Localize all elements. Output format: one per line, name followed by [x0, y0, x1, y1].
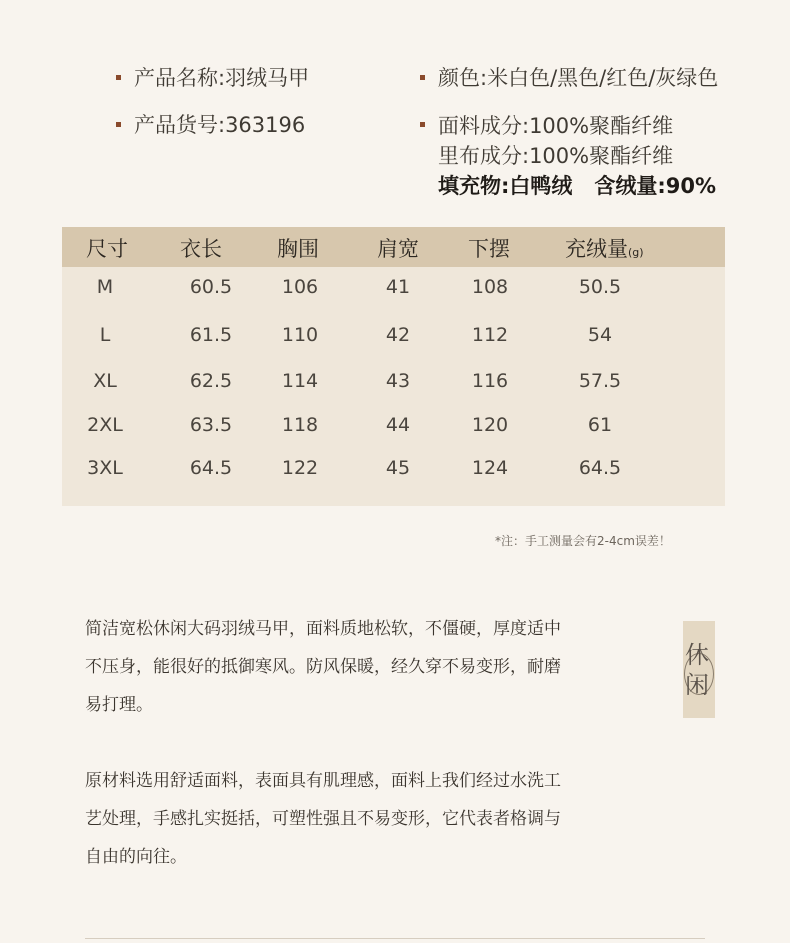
- paragraph-line: 艺处理，手感扎实挺括，可塑性强且不易变形，它代表者格调与: [85, 809, 561, 829]
- seal-char-2: 闲: [685, 671, 709, 699]
- value-cell: 114: [281, 370, 319, 392]
- header-hem: 下摆: [468, 237, 510, 261]
- value-cell: 57.5: [578, 370, 622, 392]
- value-cell: 60.5: [189, 276, 233, 298]
- spec-fabric: 面料成分:100%聚酯纤维: [438, 114, 674, 138]
- seal-char-1: 休: [685, 641, 709, 669]
- spec-lining: 里布成分:100%聚酯纤维: [438, 144, 674, 168]
- paragraph-line: 自由的向往。: [85, 847, 187, 867]
- spec-filling: 填充物:白鸭绒 含绒量:90%: [438, 174, 716, 198]
- size-cell: XL: [93, 370, 117, 392]
- value-cell: 54: [587, 324, 613, 346]
- value-cell: 44: [385, 414, 411, 436]
- size-cell: M: [96, 276, 114, 298]
- header-shoulder: 肩宽: [377, 237, 419, 261]
- bullet: [420, 122, 425, 127]
- leisure-seal: [683, 621, 715, 718]
- value-cell: 63.5: [189, 414, 233, 436]
- value-cell: 116: [471, 370, 509, 392]
- header-down-fill: 充绒量(g): [565, 237, 644, 261]
- paragraph-line: 原材料选用舒适面料，表面具有肌理感，面料上我们经过水洗工: [85, 771, 561, 791]
- value-cell: 112: [471, 324, 509, 346]
- spec-product-name: 产品名称:羽绒马甲: [134, 66, 310, 90]
- value-cell: 108: [471, 276, 509, 298]
- value-cell: 64.5: [189, 457, 233, 479]
- value-cell: 118: [281, 414, 319, 436]
- value-cell: 120: [471, 414, 509, 436]
- value-cell: 45: [385, 457, 411, 479]
- value-cell: 124: [471, 457, 509, 479]
- size-table: [62, 227, 725, 506]
- value-cell: 106: [281, 276, 319, 298]
- value-cell: 42: [385, 324, 411, 346]
- value-cell: 122: [281, 457, 319, 479]
- description-paragraph-2: [85, 762, 630, 876]
- paragraph-line: 简洁宽松休闲大码羽绒马甲，面料质地松软，不僵硬，厚度适中: [85, 619, 561, 639]
- spec-product-sku: 产品货号:363196: [134, 113, 306, 137]
- bullet: [420, 75, 425, 80]
- value-cell: 43: [385, 370, 411, 392]
- measurement-note: *注：手工测量会有2-4cm误差！: [495, 534, 671, 548]
- paragraph-line: 易打理。: [85, 695, 153, 715]
- divider: [85, 938, 705, 939]
- value-cell: 50.5: [578, 276, 622, 298]
- value-cell: 61: [587, 414, 613, 436]
- value-cell: 41: [385, 276, 411, 298]
- description-paragraph-1: [85, 610, 630, 724]
- bullet: [116, 122, 121, 127]
- header-chest: 胸围: [277, 237, 319, 261]
- size-table-header: [62, 227, 725, 267]
- value-cell: 64.5: [578, 457, 622, 479]
- size-cell: L: [99, 324, 111, 346]
- value-cell: 62.5: [189, 370, 233, 392]
- size-cell: 2XL: [87, 414, 123, 436]
- bullet: [116, 75, 121, 80]
- spec-colors: 颜色:米白色/黑色/红色/灰绿色: [438, 66, 719, 90]
- size-cell: 3XL: [87, 457, 123, 479]
- header-length: 衣长: [180, 237, 222, 261]
- value-cell: 61.5: [189, 324, 233, 346]
- value-cell: 110: [281, 324, 319, 346]
- header-size: 尺寸: [86, 237, 128, 261]
- paragraph-line: 不压身，能很好的抵御寒风。防风保暖，经久穿不易变形，耐磨: [85, 657, 561, 677]
